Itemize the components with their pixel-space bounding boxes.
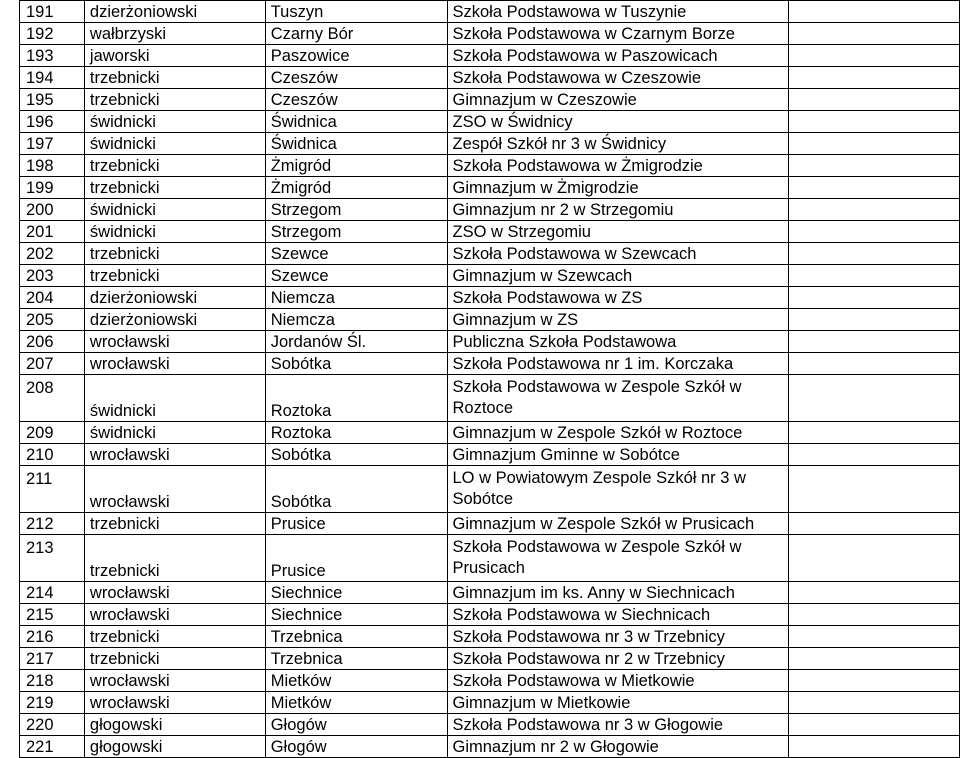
table-row [20,353,960,375]
schools-table [19,0,960,758]
empty-cell [789,265,960,287]
school-name-cell: Gimnazjum nr 2 w Głogowie [447,736,789,758]
row-number-cell: 208 [20,375,85,422]
table-row [20,243,960,265]
row-number-cell: 202 [20,243,85,265]
empty-cell [789,535,960,582]
district-cell: trzebnicki [84,155,265,177]
table-row [20,23,960,45]
row-number-cell: 220 [20,714,85,736]
school-name-cell: Szkoła Podstawowa w Mietkowie [447,670,789,692]
empty-cell [789,670,960,692]
district-cell: wrocławski [84,604,265,626]
town-cell: Świdnica [265,133,447,155]
table-row [20,714,960,736]
school-name-cell: Gimnazjum w ZS [447,309,789,331]
table-row [20,1,960,23]
town-cell: Głogów [265,736,447,758]
school-name-cell: Szkoła Podstawowa w Czarnym Borze [447,23,789,45]
school-name-cell: Publiczna Szkoła Podstawowa [447,331,789,353]
town-cell: Tuszyn [265,1,447,23]
town-cell: Sobótka [265,353,447,375]
town-cell: Niemcza [265,309,447,331]
town-cell: Sobótka [265,444,447,466]
district-cell: głogowski [84,714,265,736]
empty-cell [789,422,960,444]
table-row [20,535,960,582]
school-name-cell: Szkoła Podstawowa w Siechnicach [447,604,789,626]
empty-cell [789,45,960,67]
town-cell: Prusice [265,535,447,582]
empty-cell [789,692,960,714]
row-number-cell: 219 [20,692,85,714]
district-cell: świdnicki [84,111,265,133]
school-name-cell: Zespół Szkół nr 3 w Świdnicy [447,133,789,155]
town-cell: Jordanów Śl. [265,331,447,353]
table-row [20,177,960,199]
town-cell: Świdnica [265,111,447,133]
row-number-cell: 201 [20,221,85,243]
table-row [20,67,960,89]
empty-cell [789,243,960,265]
table-row [20,670,960,692]
table-container [19,0,960,758]
row-number-cell: 193 [20,45,85,67]
town-cell: Niemcza [265,287,447,309]
district-cell: wrocławski [84,670,265,692]
town-cell: Czeszów [265,89,447,111]
empty-cell [789,221,960,243]
town-cell: Szewce [265,243,447,265]
empty-cell [789,353,960,375]
district-cell: trzebnicki [84,626,265,648]
school-name-cell: Szkoła Podstawowa nr 3 w Trzebnicy [447,626,789,648]
empty-cell [789,466,960,513]
school-name-cell: LO w Powiatowym Zespole Szkół nr 3 w Sobótce [447,466,789,513]
district-cell: dzierżoniowski [84,1,265,23]
row-number-cell: 217 [20,648,85,670]
school-name-cell: Gimnazjum w Mietkowie [447,692,789,714]
row-number-cell: 205 [20,309,85,331]
row-number-cell: 218 [20,670,85,692]
school-name-cell: Szkoła Podstawowa w Paszowicach [447,45,789,67]
row-number-cell: 203 [20,265,85,287]
district-cell: świdnicki [84,221,265,243]
table-row [20,287,960,309]
school-name-cell: Gimnazjum nr 2 w Strzegomiu [447,199,789,221]
row-number-cell: 209 [20,422,85,444]
town-cell: Szewce [265,265,447,287]
empty-cell [789,331,960,353]
school-name-cell: ZSO w Świdnicy [447,111,789,133]
table-row [20,221,960,243]
school-name-cell: Gimnazjum w Żmigrodzie [447,177,789,199]
table-row [20,375,960,422]
school-name-cell: Gimnazjum w Zespole Szkół w Prusicach [447,513,789,535]
row-number-cell: 195 [20,89,85,111]
town-cell: Sobótka [265,466,447,513]
district-cell: dzierżoniowski [84,309,265,331]
empty-cell [789,89,960,111]
row-number-cell: 196 [20,111,85,133]
town-cell: Siechnice [265,604,447,626]
empty-cell [789,133,960,155]
empty-cell [789,375,960,422]
table-row [20,626,960,648]
row-number-cell: 197 [20,133,85,155]
town-cell: Mietków [265,670,447,692]
town-cell: Żmigród [265,177,447,199]
school-name-cell: ZSO w Strzegomiu [447,221,789,243]
district-cell: świdnicki [84,375,265,422]
row-number-cell: 211 [20,466,85,513]
school-name-cell: Szkoła Podstawowa w Żmigrodzie [447,155,789,177]
table-row [20,648,960,670]
school-name-cell: Szkoła Podstawowa w Tuszynie [447,1,789,23]
school-name-cell: Gimnazjum Gminne w Sobótce [447,444,789,466]
town-cell: Strzegom [265,199,447,221]
empty-cell [789,287,960,309]
town-cell: Czeszów [265,67,447,89]
district-cell: trzebnicki [84,265,265,287]
table-row [20,582,960,604]
row-number-cell: 200 [20,199,85,221]
school-name-cell: Szkoła Podstawowa w Zespole Szkół w Roztoce [447,375,789,422]
empty-cell [789,199,960,221]
row-number-cell: 221 [20,736,85,758]
empty-cell [789,604,960,626]
town-cell: Roztoka [265,422,447,444]
empty-cell [789,67,960,89]
district-cell: trzebnicki [84,89,265,111]
town-cell: Paszowice [265,45,447,67]
town-cell: Mietków [265,692,447,714]
town-cell: Trzebnica [265,626,447,648]
empty-cell [789,648,960,670]
school-name-cell: Gimnazjum w Zespole Szkół w Roztoce [447,422,789,444]
row-number-cell: 216 [20,626,85,648]
school-name-cell: Szkoła Podstawowa nr 3 w Głogowie [447,714,789,736]
school-name-cell: Gimnazjum w Szewcach [447,265,789,287]
empty-cell [789,23,960,45]
table-row [20,155,960,177]
district-cell: świdnicki [84,199,265,221]
table-row [20,422,960,444]
table-body [20,1,960,758]
district-cell: świdnicki [84,422,265,444]
table-row [20,444,960,466]
district-cell: wrocławski [84,444,265,466]
table-row [20,466,960,513]
town-cell: Siechnice [265,582,447,604]
school-name-cell: Szkoła Podstawowa w ZS [447,287,789,309]
district-cell: wrocławski [84,466,265,513]
row-number-cell: 192 [20,23,85,45]
district-cell: dzierżoniowski [84,287,265,309]
row-number-cell: 214 [20,582,85,604]
empty-cell [789,714,960,736]
table-row [20,265,960,287]
row-number-cell: 204 [20,287,85,309]
town-cell: Głogów [265,714,447,736]
empty-cell [789,444,960,466]
district-cell: wrocławski [84,331,265,353]
school-name-cell: Szkoła Podstawowa nr 2 w Trzebnicy [447,648,789,670]
district-cell: trzebnicki [84,513,265,535]
town-cell: Roztoka [265,375,447,422]
table-row [20,604,960,626]
empty-cell [789,626,960,648]
district-cell: wrocławski [84,353,265,375]
row-number-cell: 215 [20,604,85,626]
district-cell: świdnicki [84,133,265,155]
school-name-cell: Szkoła Podstawowa w Czeszowie [447,67,789,89]
town-cell: Strzegom [265,221,447,243]
empty-cell [789,1,960,23]
table-row [20,133,960,155]
empty-cell [789,155,960,177]
row-number-cell: 212 [20,513,85,535]
table-row [20,692,960,714]
district-cell: trzebnicki [84,67,265,89]
town-cell: Żmigród [265,155,447,177]
district-cell: trzebnicki [84,648,265,670]
school-name-cell: Gimnazjum w Czeszowie [447,89,789,111]
district-cell: głogowski [84,736,265,758]
row-number-cell: 206 [20,331,85,353]
empty-cell [789,309,960,331]
row-number-cell: 199 [20,177,85,199]
district-cell: trzebnicki [84,243,265,265]
town-cell: Prusice [265,513,447,535]
row-number-cell: 194 [20,67,85,89]
row-number-cell: 191 [20,1,85,23]
town-cell: Trzebnica [265,648,447,670]
row-number-cell: 207 [20,353,85,375]
empty-cell [789,111,960,133]
table-row [20,513,960,535]
row-number-cell: 213 [20,535,85,582]
empty-cell [789,582,960,604]
school-name-cell: Szkoła Podstawowa w Szewcach [447,243,789,265]
table-row [20,45,960,67]
district-cell: wrocławski [84,692,265,714]
district-cell: wrocławski [84,582,265,604]
town-cell: Czarny Bór [265,23,447,45]
empty-cell [789,513,960,535]
school-name-cell: Szkoła Podstawowa w Zespole Szkół w Prusicach [447,535,789,582]
row-number-cell: 210 [20,444,85,466]
table-row [20,309,960,331]
table-row [20,89,960,111]
table-row [20,111,960,133]
district-cell: jaworski [84,45,265,67]
table-row [20,199,960,221]
district-cell: trzebnicki [84,177,265,199]
school-name-cell: Gimnazjum im ks. Anny w Siechnicach [447,582,789,604]
district-cell: trzebnicki [84,535,265,582]
table-row [20,331,960,353]
school-name-cell: Szkoła Podstawowa nr 1 im. Korczaka [447,353,789,375]
row-number-cell: 198 [20,155,85,177]
empty-cell [789,177,960,199]
district-cell: wałbrzyski [84,23,265,45]
